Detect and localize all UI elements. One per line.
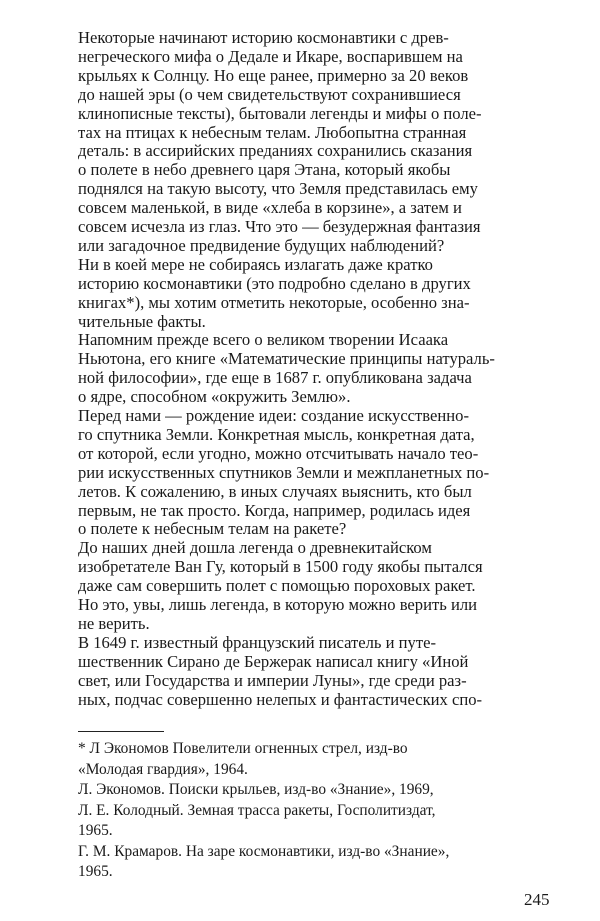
footnote-line: Л. Е. Колодный. Земная трасса ракеты, Госполитиздат,	[78, 801, 436, 819]
footnote-line: «Молодая гвардия», 1964.	[78, 760, 248, 778]
body-line: рии искусственных спутников Земли и межпланетных по-	[78, 462, 490, 482]
body-line: совсем исчезла из глаз. Что это — безудержная фантазия	[78, 217, 481, 236]
footnote-line: 1965.	[78, 863, 113, 880]
body-line: о полете к небесным телам на ракете?	[78, 519, 347, 539]
body-line: или загадочное предвидение будущих наблюдений?	[78, 235, 445, 255]
footnote-line: Г. М. Крамаров. На заре космонавтики, изд-во «Знание»,	[78, 842, 450, 860]
body-line: не верить.	[78, 613, 150, 633]
footnote-line: 1965.	[78, 822, 113, 839]
body-line: шественник Сирано де Бержерак написал книгу «Иной	[78, 651, 469, 671]
body-line: Напомним прежде всего о великом творении Исаака	[78, 330, 449, 350]
footnote-rule	[78, 731, 164, 732]
body-line: Некоторые начинают историю космонавтики с древ-	[78, 28, 449, 47]
page-number: 245	[524, 890, 550, 909]
body-line: клинописные тексты), бытовали легенды и мифы о поле-	[78, 103, 482, 123]
body-line: о полете в небо древнего царя Этана, который якобы	[78, 160, 451, 180]
footnote-line: Л. Экономов. Поиски крыльев, изд-во «Знание», 1969,	[78, 781, 434, 798]
body-line: от которой, если угодно, можно отсчитывать начало тео-	[78, 443, 479, 463]
body-line: Ни в коей мере не собираясь излагать даже кратко	[78, 254, 433, 274]
body-line: совсем маленькой, в виде «хлеба в корзине», а затем и	[78, 198, 462, 218]
body-line: Но это, увы, лишь легенда, в которую можно верить или	[78, 595, 477, 614]
body-line: деталь: в ассирийских преданиях сохранились сказания	[78, 141, 473, 161]
body-line: тах на птицах к небесным телам. Любопытна странная	[78, 122, 467, 142]
body-line: чительные факты.	[78, 311, 206, 331]
body-line: историю космонавтики (это подробно сделано в других	[78, 273, 471, 293]
body-line: до нашей эры (о чем свидетельствуют сохранившиеся	[78, 84, 461, 104]
body-line: летов. К сожалению, в иных случаях выяснить, кто был	[78, 481, 472, 501]
body-line: книгах*), мы хотим отметить некоторые, особенно зна-	[78, 292, 470, 312]
body-line: Ньютона, его книге «Математические принципы натураль-	[78, 349, 495, 369]
body-line: До наших дней дошла легенда о древнекитайском	[78, 538, 432, 558]
body-line: свет, или Государства и империи Луны», где среди раз-	[78, 670, 467, 690]
footnote-line: * Л Экономов Повелители огненных стрел, изд-во	[78, 740, 408, 757]
body-line: поднялся на такую высоту, что Земля представилась ему	[78, 179, 478, 199]
body-line: негреческого мифа о Дедале и Икаре, воспарившем на	[78, 46, 463, 66]
body-line: ной философии», где еще в 1687 г. опубликована задача	[78, 368, 472, 388]
body-line: о ядре, способном «окружить Землю».	[78, 387, 351, 407]
body-line: первым, не так просто. Когда, например, родилась идея	[78, 500, 471, 520]
body-line: ных, подчас совершенно нелепых и фантастических спо-	[78, 689, 483, 709]
body-line: Перед нами — рождение идеи: создание искусственно-	[78, 406, 469, 425]
body-line: В 1649 г. известный французский писатель и путе-	[78, 632, 436, 652]
body-line: го спутника Земли. Конкретная мысль, конкретная дата,	[78, 424, 475, 444]
body-line: изобретателе Ван Гу, который в 1500 году якобы пытался	[78, 557, 483, 577]
body-line: крыльях к Солнцу. Но еще ранее, примерно за 20 веков	[78, 65, 469, 85]
body-line: даже сам совершить полет с помощью пороховых ракет.	[78, 576, 476, 596]
